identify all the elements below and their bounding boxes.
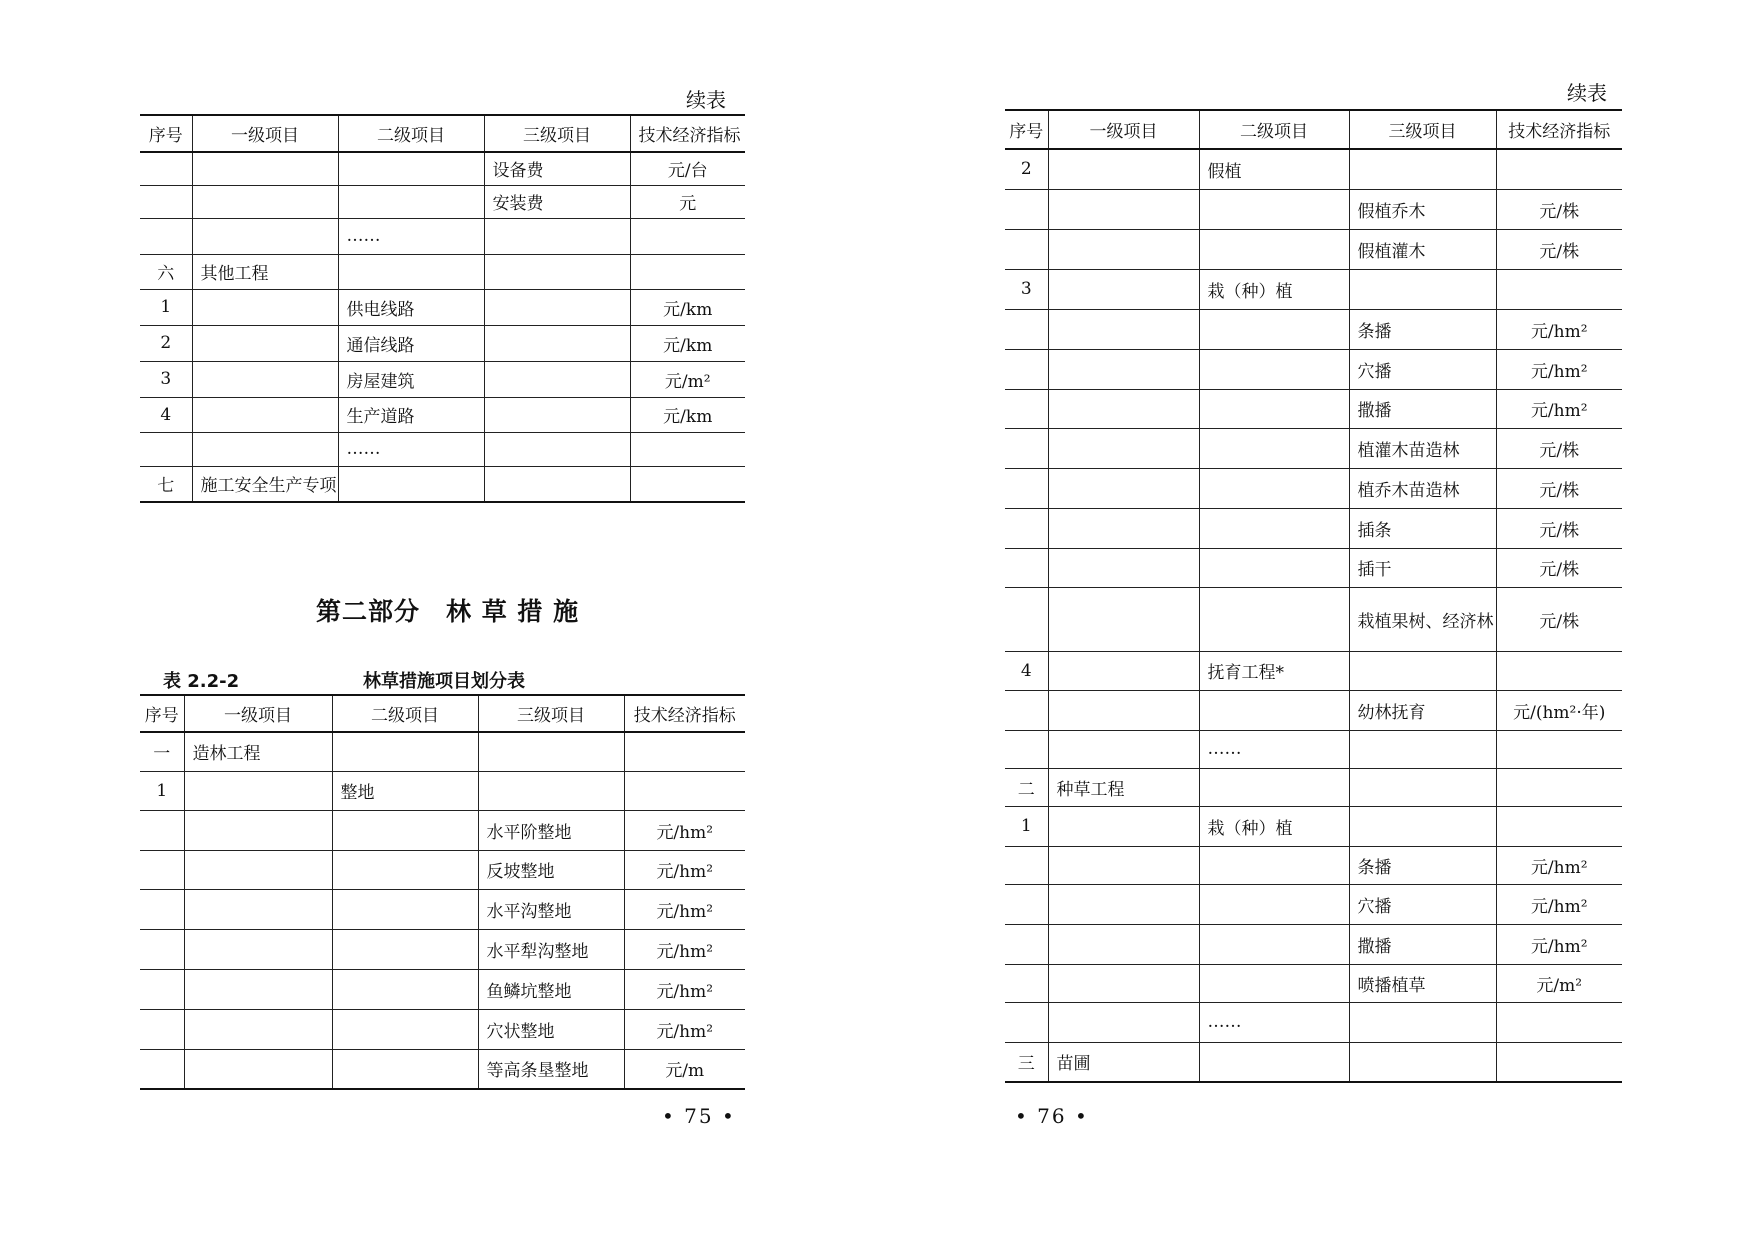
table-cell: 元/m²	[1496, 964, 1622, 1002]
table-cell: 造林工程	[184, 732, 332, 771]
table-row	[140, 185, 745, 218]
table-cell	[1199, 884, 1349, 924]
table-row	[1005, 189, 1622, 229]
table-row	[140, 850, 745, 889]
table-cell	[1496, 269, 1622, 309]
table-cell: 假植灌木	[1349, 229, 1496, 269]
table-cell	[140, 152, 192, 185]
table-cell: 1	[140, 289, 192, 325]
table-row	[140, 889, 745, 929]
table-cell	[1005, 1002, 1048, 1042]
table-cell: 反坡整地	[478, 850, 624, 889]
column-header: 序号	[140, 115, 192, 152]
table-cell	[192, 397, 338, 432]
table-cell	[1048, 189, 1199, 229]
table-cell: 喷播植草	[1349, 964, 1496, 1002]
table-cell	[1048, 846, 1199, 884]
table-cell	[1005, 508, 1048, 548]
table-cell	[1199, 587, 1349, 651]
table-cell	[484, 218, 630, 254]
table-cell	[338, 152, 484, 185]
table-cell	[140, 810, 184, 850]
table-cell: 栽（种）植	[1199, 269, 1349, 309]
table-cell: 3	[140, 361, 192, 397]
table-cell	[332, 1049, 478, 1089]
table-cell	[332, 1009, 478, 1049]
table-cell	[1048, 651, 1199, 690]
table-cell: 一	[140, 732, 184, 771]
table-cell	[1349, 651, 1496, 690]
table-cell	[1048, 587, 1199, 651]
table-cell: 元/hm²	[1496, 309, 1622, 349]
table-cell	[1199, 229, 1349, 269]
column-header: 技术经济指标	[624, 695, 745, 732]
header-row	[140, 115, 745, 152]
table-cell	[1199, 548, 1349, 587]
table-cell	[1005, 309, 1048, 349]
table-cell: 元/hm²	[1496, 389, 1622, 428]
table-cell	[184, 1049, 332, 1089]
table-cell	[184, 850, 332, 889]
table-cell	[1199, 924, 1349, 964]
table-cell	[140, 1049, 184, 1089]
column-header: 三级项目	[1349, 110, 1496, 149]
table-cell	[1349, 269, 1496, 309]
table-row	[140, 397, 745, 432]
table-cell	[1199, 846, 1349, 884]
table-row	[140, 254, 745, 289]
table-row	[1005, 1042, 1622, 1082]
table-cell: ……	[1199, 730, 1349, 768]
table-cell	[1005, 730, 1048, 768]
table-cell: 穴播	[1349, 349, 1496, 389]
table-cell	[1048, 1002, 1199, 1042]
table-cell	[1005, 468, 1048, 508]
table-row	[1005, 428, 1622, 468]
table-row	[1005, 690, 1622, 730]
table-cell: 元/hm²	[1496, 349, 1622, 389]
table-cell	[1005, 349, 1048, 389]
table-cell	[1048, 964, 1199, 1002]
page-number-76: • 76 •	[1015, 1104, 1089, 1128]
table-cell	[1496, 149, 1622, 189]
table-cell: 元/株	[1496, 229, 1622, 269]
table-row	[140, 432, 745, 466]
table-row	[1005, 806, 1622, 846]
table-cell	[1199, 1042, 1349, 1082]
table-cell: 安装费	[484, 185, 630, 218]
table-row	[140, 152, 745, 185]
table-cell	[1048, 349, 1199, 389]
table-cell	[1199, 508, 1349, 548]
table-cell: 元/hm²	[624, 889, 745, 929]
table-cell: 穴状整地	[478, 1009, 624, 1049]
table-cell	[1005, 924, 1048, 964]
table-row	[1005, 924, 1622, 964]
table-cell	[1496, 1002, 1622, 1042]
table-cell	[1048, 229, 1199, 269]
table-row	[140, 325, 745, 361]
table-cell: 2	[1005, 149, 1048, 189]
table-number: 表 2.2-2	[163, 671, 240, 692]
header-row	[140, 695, 745, 732]
table-cell	[1005, 428, 1048, 468]
table-cell	[1048, 309, 1199, 349]
table-cell: 元	[630, 185, 745, 218]
table-title: 林草措施项目划分表	[363, 671, 525, 692]
column-header: 序号	[1005, 110, 1048, 149]
table-row	[1005, 149, 1622, 189]
table-cell: 元/株	[1496, 189, 1622, 229]
table-cell	[1199, 309, 1349, 349]
table-cell: 三	[1005, 1042, 1048, 1082]
table-cell	[338, 466, 484, 502]
table-cell: 元/hm²	[624, 969, 745, 1009]
table-cell: 条播	[1349, 309, 1496, 349]
table-cell	[140, 850, 184, 889]
column-header: 三级项目	[484, 115, 630, 152]
table-cell	[184, 929, 332, 969]
table-cell	[1048, 548, 1199, 587]
table-cell: 4	[1005, 651, 1048, 690]
table-cell: 生产道路	[338, 397, 484, 432]
table-cell	[140, 929, 184, 969]
table-cell: 1	[140, 771, 184, 810]
table-cell: 水平犁沟整地	[478, 929, 624, 969]
table-cell	[1005, 389, 1048, 428]
table-cell	[1005, 587, 1048, 651]
table-cell: 元/km	[630, 397, 745, 432]
table-cell	[630, 466, 745, 502]
table-cell	[192, 152, 338, 185]
table-row	[1005, 229, 1622, 269]
table-cell: 元/hm²	[1496, 924, 1622, 964]
table-cell	[1199, 428, 1349, 468]
table-row	[140, 969, 745, 1009]
page-number-75: • 75 •	[662, 1104, 736, 1128]
table-cell	[484, 254, 630, 289]
table-cell	[1048, 508, 1199, 548]
table-right-continued	[1005, 109, 1622, 1083]
table-cell: 通信线路	[338, 325, 484, 361]
continued-label-left: 续表	[686, 88, 726, 112]
table-cell	[1349, 806, 1496, 846]
table-cell	[1199, 468, 1349, 508]
table-cell: 七	[140, 466, 192, 502]
table-cell: 元/株	[1496, 587, 1622, 651]
table-cell	[1349, 149, 1496, 189]
table-row	[140, 1049, 745, 1089]
table-cell: 撒播	[1349, 389, 1496, 428]
table-cell	[1048, 149, 1199, 189]
table-cell: 元/株	[1496, 468, 1622, 508]
table-cell	[140, 889, 184, 929]
table-cell: ……	[1199, 1002, 1349, 1042]
column-header: 三级项目	[478, 695, 624, 732]
table-cell	[1199, 349, 1349, 389]
table-row	[1005, 964, 1622, 1002]
table-cell: 水平阶整地	[478, 810, 624, 850]
table-row	[140, 218, 745, 254]
table-cell	[332, 889, 478, 929]
table-cell	[1048, 730, 1199, 768]
table-cell: 六	[140, 254, 192, 289]
table-cell: 栽植果树、经济林	[1349, 587, 1496, 651]
table-cell	[338, 254, 484, 289]
table-cell	[1048, 269, 1199, 309]
table-cell	[1005, 548, 1048, 587]
table-row	[1005, 548, 1622, 587]
table-cell: 条播	[1349, 846, 1496, 884]
table-cell: 插干	[1349, 548, 1496, 587]
table-cell: 设备费	[484, 152, 630, 185]
table-row	[1005, 730, 1622, 768]
table-cell	[484, 289, 630, 325]
table-cell: 插条	[1349, 508, 1496, 548]
table-cell: 元/株	[1496, 508, 1622, 548]
column-header: 序号	[140, 695, 184, 732]
table-cell: 供电线路	[338, 289, 484, 325]
table-cell	[1199, 768, 1349, 806]
table-row	[1005, 468, 1622, 508]
table-row	[1005, 508, 1622, 548]
table-cell	[1005, 846, 1048, 884]
table-cell: 4	[140, 397, 192, 432]
table-cell	[484, 466, 630, 502]
table-cell	[1349, 768, 1496, 806]
table-row	[1005, 587, 1622, 651]
table-cell: 元/m²	[630, 361, 745, 397]
table-cell: 元/hm²	[1496, 846, 1622, 884]
column-header: 一级项目	[184, 695, 332, 732]
table-cell: 元/hm²	[624, 1009, 745, 1049]
table-cell	[1199, 389, 1349, 428]
table-row	[140, 1009, 745, 1049]
table-cell	[140, 1009, 184, 1049]
table-cell	[184, 810, 332, 850]
table-row	[1005, 884, 1622, 924]
table-cell: 二	[1005, 768, 1048, 806]
table-cell	[184, 889, 332, 929]
table-cell	[140, 185, 192, 218]
table-cell	[630, 254, 745, 289]
table-cell	[192, 185, 338, 218]
table-cell	[630, 432, 745, 466]
table-cell: 假植乔木	[1349, 189, 1496, 229]
column-header: 二级项目	[332, 695, 478, 732]
table-cell	[192, 325, 338, 361]
table-cell: 元/km	[630, 289, 745, 325]
table-row	[1005, 768, 1622, 806]
table-cell: 元/株	[1496, 548, 1622, 587]
table-cell: 植乔木苗造林	[1349, 468, 1496, 508]
table-cell	[1005, 964, 1048, 1002]
table-cell	[140, 432, 192, 466]
table-cell	[1005, 690, 1048, 730]
table-forest-grass-measures	[140, 694, 745, 1090]
table-cell	[1496, 806, 1622, 846]
table-cell: ……	[338, 432, 484, 466]
table-cell	[1496, 730, 1622, 768]
table-row	[1005, 651, 1622, 690]
table-cell	[1496, 768, 1622, 806]
continued-label-right: 续表	[1567, 81, 1607, 105]
table-cell	[478, 771, 624, 810]
table-cell: 水平沟整地	[478, 889, 624, 929]
table-cell	[1349, 1042, 1496, 1082]
table-cell	[184, 771, 332, 810]
table-cell: 栽（种）植	[1199, 806, 1349, 846]
table-left-continued	[140, 114, 745, 503]
table-cell	[1048, 884, 1199, 924]
column-header: 一级项目	[1048, 110, 1199, 149]
table-cell	[1199, 189, 1349, 229]
table-cell	[332, 850, 478, 889]
table-row	[140, 466, 745, 502]
table-cell	[1199, 964, 1349, 1002]
table-cell: 苗圃	[1048, 1042, 1199, 1082]
table-cell	[332, 969, 478, 1009]
table-row	[140, 771, 745, 810]
column-header: 技术经济指标	[630, 115, 745, 152]
table-row	[1005, 309, 1622, 349]
table-cell: 元/hm²	[624, 929, 745, 969]
table-cell	[1048, 690, 1199, 730]
table-cell	[140, 969, 184, 1009]
table-cell: 等高条垦整地	[478, 1049, 624, 1089]
table-cell	[1199, 690, 1349, 730]
table-cell	[1048, 389, 1199, 428]
table-cell: 元/株	[1496, 428, 1622, 468]
table-cell	[332, 810, 478, 850]
table-row	[140, 732, 745, 771]
table-cell: 整地	[332, 771, 478, 810]
table-cell	[332, 929, 478, 969]
column-header: 二级项目	[338, 115, 484, 152]
table-row	[1005, 349, 1622, 389]
table-row	[140, 929, 745, 969]
table-cell	[184, 1009, 332, 1049]
table-row	[140, 810, 745, 850]
table-cell: 幼林抚育	[1349, 690, 1496, 730]
table-cell: 元/km	[630, 325, 745, 361]
table-cell	[1349, 730, 1496, 768]
table-cell	[192, 289, 338, 325]
table-cell: 鱼鳞坑整地	[478, 969, 624, 1009]
table-cell	[630, 218, 745, 254]
table-cell	[624, 771, 745, 810]
table-cell: 元/台	[630, 152, 745, 185]
table-row	[140, 361, 745, 397]
table-cell	[1048, 428, 1199, 468]
table-cell: 元/hm²	[624, 850, 745, 889]
table-cell	[484, 361, 630, 397]
table-row	[1005, 1002, 1622, 1042]
table-cell: 3	[1005, 269, 1048, 309]
table-row	[1005, 389, 1622, 428]
table-cell: 其他工程	[192, 254, 338, 289]
table-cell: 施工安全生产专项	[192, 466, 338, 502]
table-cell	[338, 185, 484, 218]
table-cell: 假植	[1199, 149, 1349, 189]
column-header: 技术经济指标	[1496, 110, 1622, 149]
table-cell: 房屋建筑	[338, 361, 484, 397]
table-cell: ……	[338, 218, 484, 254]
table-cell	[192, 432, 338, 466]
table-cell	[1005, 884, 1048, 924]
table-cell: 2	[140, 325, 192, 361]
table-cell	[1048, 468, 1199, 508]
table-cell	[332, 732, 478, 771]
table-cell: 元/hm²	[1496, 884, 1622, 924]
table-cell: 种草工程	[1048, 768, 1199, 806]
table-cell	[1496, 651, 1622, 690]
table-row	[140, 289, 745, 325]
table-row	[1005, 269, 1622, 309]
column-header: 二级项目	[1199, 110, 1349, 149]
table-cell	[624, 732, 745, 771]
table-cell: 元/m	[624, 1049, 745, 1089]
table-cell: 穴播	[1349, 884, 1496, 924]
table-cell	[1349, 1002, 1496, 1042]
column-header: 一级项目	[192, 115, 338, 152]
table-cell	[484, 397, 630, 432]
table-cell	[1005, 189, 1048, 229]
table-cell	[192, 361, 338, 397]
table-cell: 抚育工程*	[1199, 651, 1349, 690]
table-cell	[1048, 924, 1199, 964]
table-cell	[1496, 1042, 1622, 1082]
table-cell: 1	[1005, 806, 1048, 846]
table-row	[1005, 846, 1622, 884]
table-cell	[192, 218, 338, 254]
table-cell: 元/(hm²·年)	[1496, 690, 1622, 730]
table-cell	[184, 969, 332, 1009]
table-cell: 撒播	[1349, 924, 1496, 964]
table-cell: 植灌木苗造林	[1349, 428, 1496, 468]
table-cell: 元/hm²	[624, 810, 745, 850]
table-cell	[1048, 806, 1199, 846]
section-title: 第二部分 林 草 措 施	[316, 597, 580, 626]
table-cell	[140, 218, 192, 254]
table-cell	[1005, 229, 1048, 269]
table-cell	[484, 432, 630, 466]
table-cell	[484, 325, 630, 361]
table-cell	[478, 732, 624, 771]
header-row	[1005, 110, 1622, 149]
